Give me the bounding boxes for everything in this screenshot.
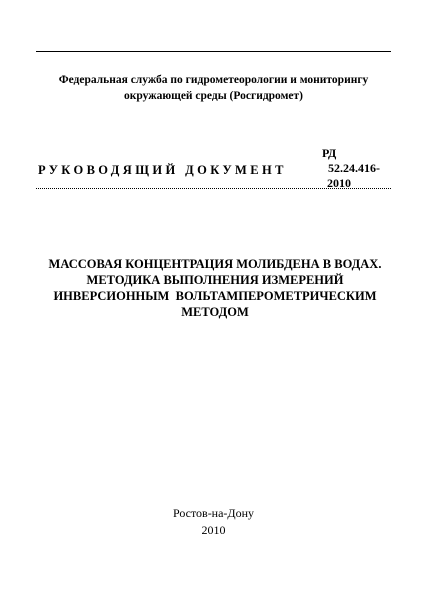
dotted-divider bbox=[36, 188, 391, 189]
title-line-3: ИНВЕРСИОННЫМ ВОЛЬТАМПЕРОМЕТРИЧЕСКИМ bbox=[53, 289, 377, 303]
document-title bbox=[40, 256, 390, 320]
document-number bbox=[322, 146, 380, 191]
document-number-value: 52.24.416- bbox=[328, 161, 380, 175]
title-line-1: МАССОВАЯ КОНЦЕНТРАЦИЯ МОЛИБДЕНА В ВОДАХ. bbox=[48, 257, 382, 271]
imprint bbox=[36, 505, 391, 539]
title-line-2: МЕТОДИКА ВЫПОЛНЕНИЯ ИЗМЕРЕНИЙ bbox=[86, 273, 344, 287]
agency-header bbox=[36, 72, 391, 104]
top-divider bbox=[36, 51, 391, 52]
document-number-year: 2010 bbox=[327, 176, 351, 190]
agency-line-2: окружающей среды (Росгидромет) bbox=[124, 90, 303, 102]
agency-line-1: Федеральная служба по гидрометеорологии и мониторингу bbox=[58, 74, 369, 86]
document-number-prefix: РД bbox=[322, 146, 337, 160]
imprint-city: Ростов-на-Дону bbox=[172, 506, 255, 520]
imprint-year: 2010 bbox=[201, 523, 226, 537]
title-line-4: МЕТОДОМ bbox=[181, 305, 249, 319]
document-type: РУКОВОДЯЩИЙ ДОКУМЕНТ bbox=[38, 163, 287, 177]
